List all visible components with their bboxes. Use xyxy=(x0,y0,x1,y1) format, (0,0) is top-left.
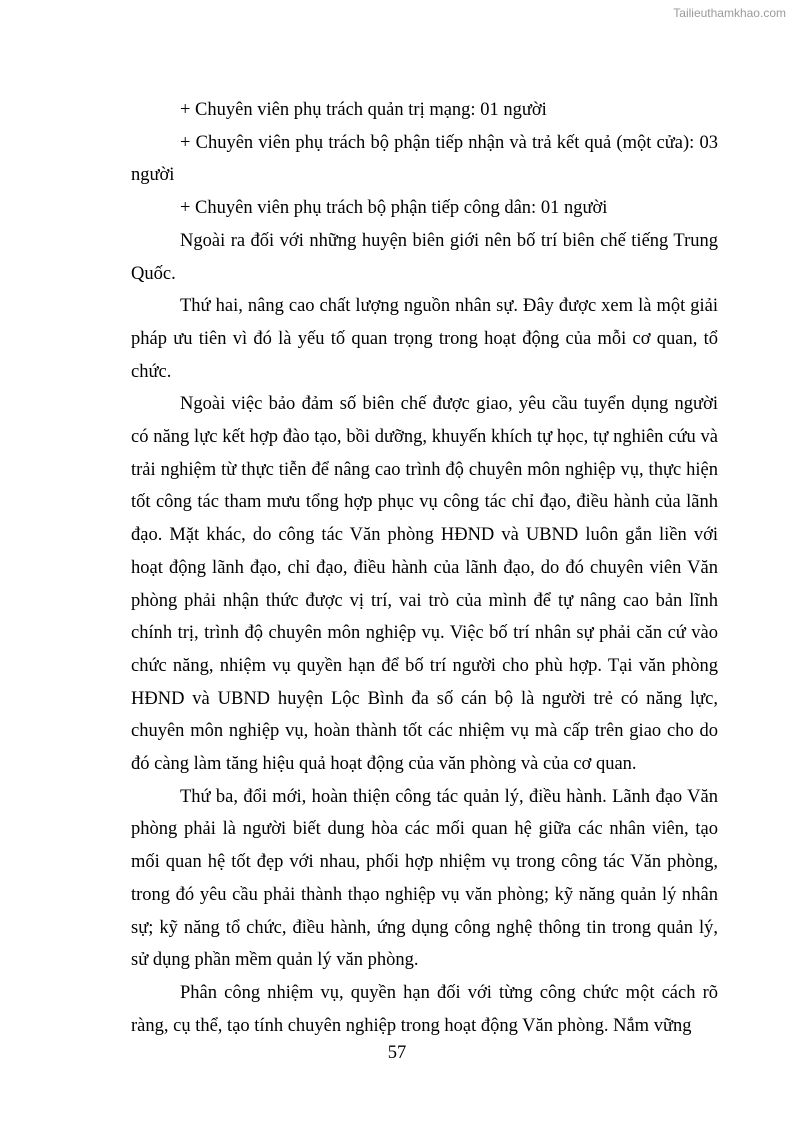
paragraph: + Chuyên viên phụ trách bộ phận tiếp công dân: 01 người xyxy=(180,198,608,219)
paragraph: Phân công nhiệm vụ, quyền hạn đối với từng công chức một cách rõ ràng, cụ thể, tạo tính chuyên nghiệp trong hoạt động Văn phòng. Nắm vững xyxy=(131,982,718,1036)
document-body xyxy=(131,94,718,1042)
paragraph: Ngoài việc bảo đảm số biên chế được giao, yêu cầu tuyển dụng người có năng lực kết hợp đào tạo, bồi dưỡng, khuyến khích tự học, tự nghiên cứu và trải nghiệm từ thực tiễn để nâng cao trình độ chuyên môn nghiệp vụ, thực hiện tốt công tác tham mưu tổng hợp phục vụ công tác chỉ đạo, điều hành của lãnh đạo. Mặt khác, do công tác Văn phòng HĐND và UBND luôn gắn liền với hoạt động lãnh đạo, chỉ đạo, điều hành của lãnh đạo, do đó chuyên viên Văn phòng phải nhận thức được vị trí, vai trò của mình để tự nâng cao bản lĩnh chính trị, trình độ chuyên môn nghiệp vụ. Việc bố trí nhân sự phải căn cứ vào chức năng, nhiệm vụ quyền hạn để bố trí người cho phù hợp. Tại văn phòng HĐND và UBND huyện Lộc Bình đa số cán bộ là người trẻ có năng lực, chuyên môn nghiệp vụ, hoàn thành tốt các nhiệm vụ mà cấp trên giao cho do đó càng làm tăng hiệu quả hoạt động của văn phòng và của cơ quan. xyxy=(131,394,718,775)
watermark-text: Tailieuthamkhao.com xyxy=(673,6,786,20)
paragraph: Thứ hai, nâng cao chất lượng nguồn nhân sự. Đây được xem là một giải pháp ưu tiên vì đó là yếu tố quan trọng trong hoạt động của mỗi cơ quan, tổ chức. xyxy=(131,296,718,382)
page-number: 57 xyxy=(387,1043,407,1063)
paragraph: Ngoài ra đối với những huyện biên giới nên bố trí biên chế tiếng Trung Quốc. xyxy=(131,230,718,284)
paragraph: Thứ ba, đổi mới, hoàn thiện công tác quản lý, điều hành. Lãnh đạo Văn phòng phải là người biết dung hòa các mối quan hệ giữa các nhân viên, tạo mối quan hệ tốt đẹp với nhau, phối hợp nhiệm vụ trong công tác Văn phòng, trong đó yêu cầu phải thành thạo nghiệp vụ văn phòng; kỹ năng quản lý nhân sự; kỹ năng tổ chức, điều hành, ứng dụng công nghệ thông tin trong quản lý, sử dụng phần mềm quản lý văn phòng. xyxy=(131,786,718,971)
paragraph: + Chuyên viên phụ trách bộ phận tiếp nhận và trả kết quả (một cửa): 03 người xyxy=(131,132,718,186)
paragraph: + Chuyên viên phụ trách quản trị mạng: 01 người xyxy=(180,100,547,120)
